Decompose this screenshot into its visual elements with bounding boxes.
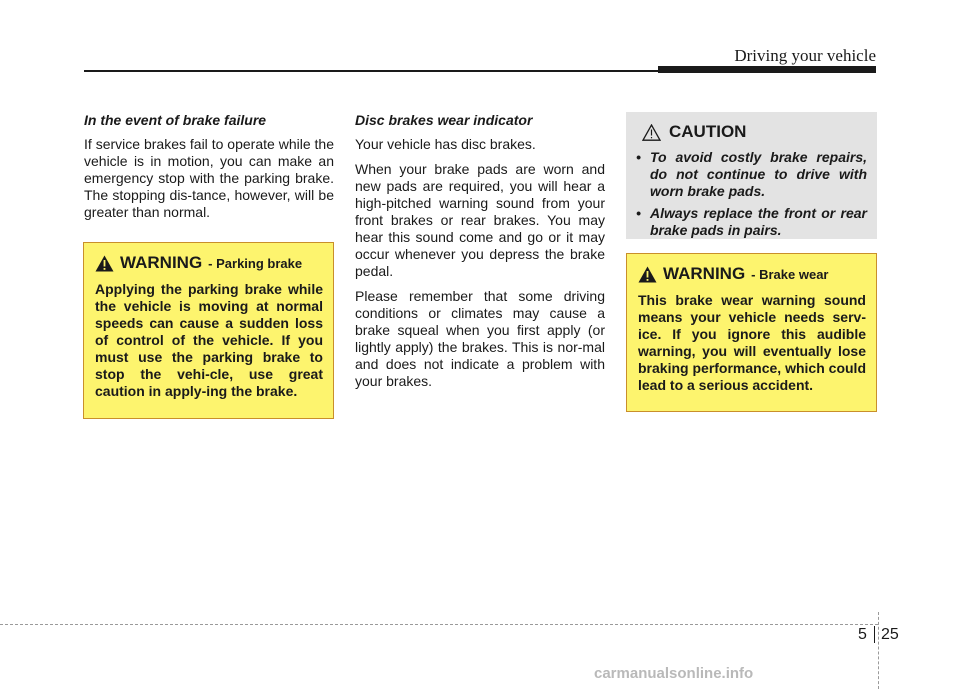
warning-parking-body: Applying the parking brake while the vehicle is moving at normal speeds can cause a sudden loss of control of the vehicle. If you must use the parking brake to stop the vehi-cle, use great caution in apply-ing the brake.: [95, 281, 323, 399]
warning-brake-wear-subtitle: - Brake wear: [751, 266, 829, 282]
warning-triangle-icon: [638, 266, 657, 283]
caution-item: • Always replace the front or rear brake pads in pairs.: [636, 205, 867, 239]
warning-parking-subtitle: - Parking brake: [208, 255, 303, 271]
brake-failure-heading: In the event of brake failure: [84, 112, 267, 128]
warning-brake-wear-title: WARNING: [663, 264, 746, 283]
disc-brakes-para-3: Please remember that some driving conditions or climates may cause a brake squeal when you first apply (or lightly apply) the brakes. This is nor-mal and does not indicate a problem with your brakes.: [355, 288, 605, 389]
warning-parking-title: WARNING: [120, 253, 203, 272]
column-brake-failure: [84, 112, 334, 229]
caution-triangle-icon: [642, 124, 661, 141]
watermark: carmanualsonline.info: [594, 665, 754, 682]
chapter-number: 5: [858, 626, 867, 643]
caution-item: • To avoid costly brake repairs, do not continue to drive with worn brake pads.: [636, 149, 867, 200]
page-number-separator: [874, 626, 875, 643]
warning-brake-wear: [626, 253, 877, 412]
disc-brakes-para-1: Your vehicle has disc brakes.: [355, 136, 536, 152]
warning-parking-header: [95, 253, 323, 273]
caution-list: [636, 149, 867, 239]
warning-brake-wear-header: [638, 264, 866, 284]
header-rule-thick: [658, 66, 876, 73]
footer-dashed-vertical: [878, 612, 879, 689]
column-disc-brakes: [355, 112, 605, 398]
disc-brakes-heading: Disc brakes wear indicator: [355, 112, 533, 128]
page-number: 25: [881, 626, 899, 643]
brake-failure-body: If service brakes fail to operate while the vehicle is in motion, you can make an emergency stop with the parking brake. The stopping dis-tance, however, will be greater than normal.: [84, 136, 334, 220]
disc-brakes-para-2: When your brake pads are worn and new pads are required, you will hear a high-pitched warning sound from your front brakes or rear brakes. You may hear this sound come and go or it may occur whenever you depress the brake pedal.: [355, 161, 605, 279]
caution-title: CAUTION: [669, 122, 747, 141]
warning-brake-wear-body: This brake wear warning sound means your vehicle needs serv-ice. If you ignore this audible warning, you will eventually lose braking performance, which could lead to a serious accident.: [638, 292, 866, 393]
header-rule: [84, 70, 658, 72]
warning-parking-brake: [83, 242, 334, 419]
warning-triangle-icon: [95, 255, 114, 272]
footer-dashed-rule: [0, 624, 878, 625]
header-title: Driving your vehicle: [734, 46, 876, 65]
caution-box: [626, 112, 877, 239]
caution-header: [642, 122, 867, 142]
